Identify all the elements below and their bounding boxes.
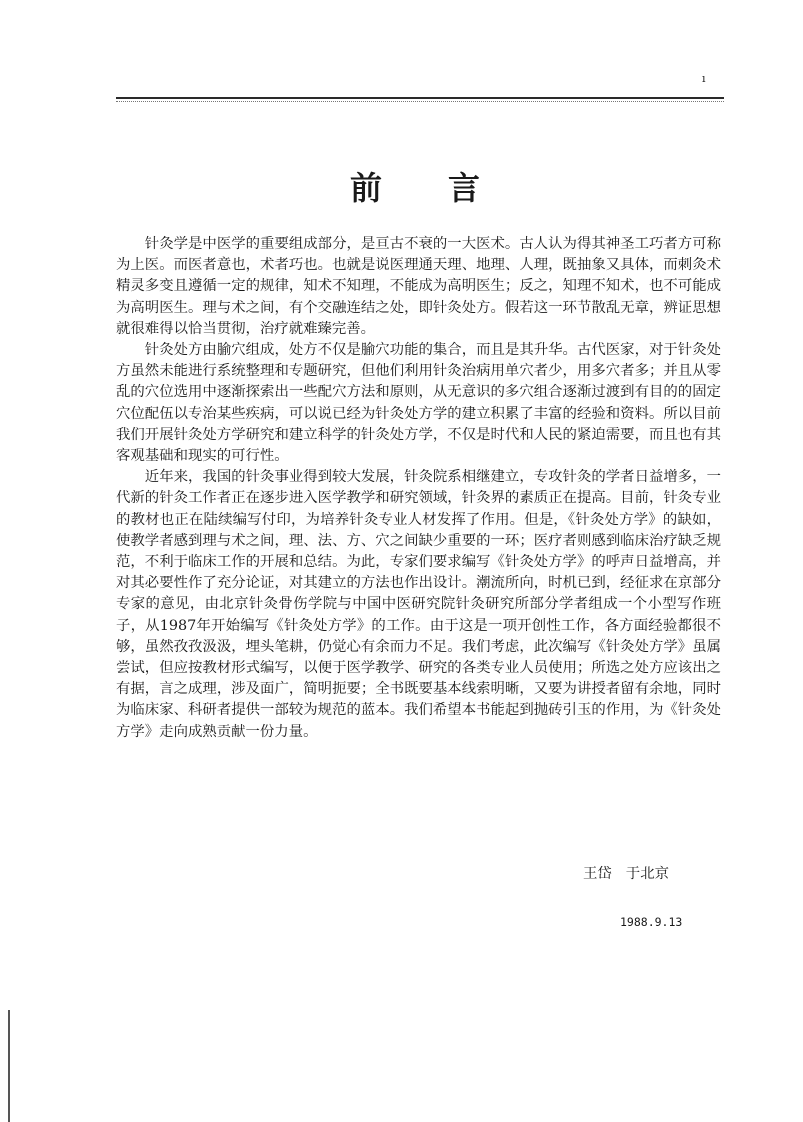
date-line: 1988.9.13 [620, 915, 683, 929]
header-rule [116, 97, 724, 99]
preface-body [116, 234, 721, 743]
signature [583, 864, 669, 884]
paragraph: 针灸处方由腧穴组成，处方不仅是腧穴功能的集合，而且是其升华。古代医家，对于针灸处方虽然未能进行系统整理和专题研究，但他们利用针灸治病用单穴者少，用多穴者多；并且从零乱的穴位选用中逐渐探索出一些配穴方法和原则，从无意识的多穴组合逐渐过渡到有目的的固定穴位配伍以专治某些疾病，可以说已经为针灸处方学的建立积累了丰富的经验和资料。所以目前我们开展针灸处方学研究和建立科学的针灸处方学，不仅是时代和人民的紧迫需要，而且也有其客观基础和现实的可行性。 [116, 342, 721, 465]
paragraph: 近年来，我国的针灸事业得到较大发展，针灸院系相继建立，专攻针灸的学者日益增多，一代新的针灸工作者正在逐步进入医学教学和研究领域，针灸界的素质正在提高。目前，针灸专业的教材也正在陆续编写付印，为培养针灸专业人材发挥了作用。但是，《针灸处方学》的缺如，使教学者感到理与术之间，理、法、方、穴之间缺少重要的一环；医疗者则感到临床治疗缺乏规范，不利于临床工作的开展和总结。为此，专家们要求编写《针灸处方学》的呼声日益增高，并对其必要性作了充分论证，对其建立的方法也作出设计。潮流所向，时机已到，经征求在京部分专家的意见，由北京针灸骨伤学院与中国中医研究院针灸研究所部分学者组成一个小型写作班子，从1987年开始编写《针灸处方学》的工作。由于这是一项开创性工作，各方面经验都很不够，虽然孜孜汲汲，埋头笔耕，仍觉心有余而力不足。我们考虑，此次编写《针灸处方学》虽属尝试，但应按教材形式编写，以便于医学教学、研究的各类专业人员使用；所选之处方应该出之有据，言之成理，涉及面广，简明扼要；全书既要基本线索明晰，又要为讲授者留有余地，同时为临床家、科研者提供一部较为规范的蓝本。我们希望本书能起到抛砖引玉的作用，为《针灸处方学》走向成熟贡献一份力量。 [116, 469, 721, 740]
scan-edge-line [8, 1010, 10, 1122]
header-rule-secondary [116, 101, 724, 102]
page-number: ı [702, 72, 706, 85]
signature-place: 于北京 [625, 866, 669, 882]
signature-author: 王岱 [583, 866, 612, 882]
paragraph: 针灸学是中医学的重要组成部分，是亘古不衰的一大医术。古人认为得其神圣工巧者方可称为上医。而医者意也，术者巧也。也就是说医理通天理、地理、人理，既抽象又具体，而刺灸术精灵多变且遵循一定的规律，知术不知理，不能成为高明医生；反之，知理不知术，也不可能成为高明医生。理与术之间，有个交融连结之处，即针灸处方。假若这一环节散乱无章，辨证思想就很难得以恰当贯彻，治疗就难臻完善。 [116, 236, 721, 337]
page-title: 前言 [350, 169, 547, 207]
